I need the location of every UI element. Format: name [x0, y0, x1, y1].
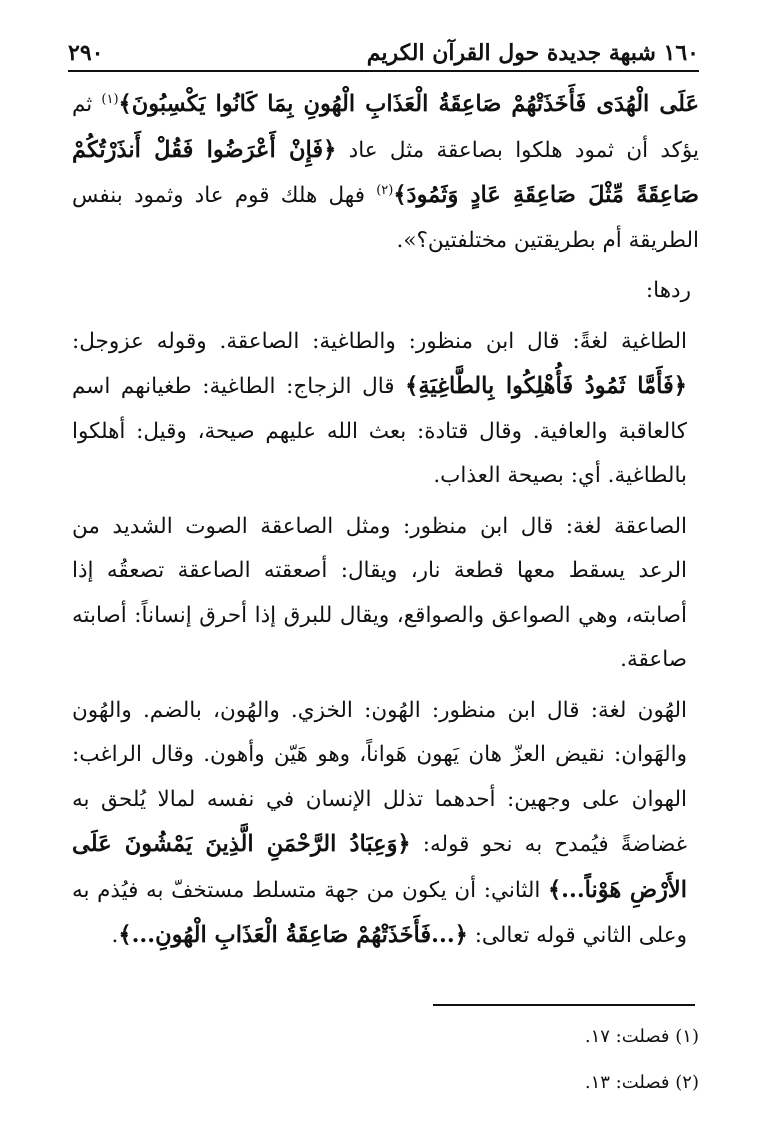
- reply-heading: ردها:: [645, 278, 691, 303]
- paragraph-text: الثاني: أن يكون من جهة متسلط مستخفّ به فيُذم به وعلى الثاني قوله تعالى:: [72, 877, 687, 948]
- paragraph-saiqa: الصاعقة لغة: قال ابن منظور: ومثل الصاعقة الصوت الشديد من الرعد يسقط معها قطعة نار، ويقال: أصعقته الصاعقة تصعقُه إذا أصابته، وهي الصواعق والصواقع، ويقال للبرق إذا أحرق إنساناً: أصابته صاعقة.: [72, 513, 687, 672]
- quran-quote: ﴿...فَأَخَذَتْهُمْ صَاعِقَةُ الْعَذَابِ الْهُونِ...﴾: [118, 922, 468, 948]
- quran-quote: ﴿وَعِبَادُ الرَّحْمَنِ الَّذِينَ يَمْشُونَ عَلَى الأَرْضِ هَوْناً...﴾: [72, 831, 687, 903]
- quran-quote: صَاعِقَةً مِّثْلَ صَاعِقَةِ عَادٍ وَثَمُودَ﴾: [393, 182, 700, 208]
- running-title: ١٦٠ شبهة جديدة حول القرآن الكريم: [366, 40, 699, 66]
- quran-quote: ﴿فَأَمَّا ثَمُودُ فَأُهْلِكُوا بِالطَّاغِيَةِ﴾: [405, 373, 687, 399]
- footnote-2: (٢) فصلت: ١٣.: [584, 1072, 699, 1093]
- page-header: [68, 26, 699, 72]
- paragraph-taghiya: [72, 320, 699, 499]
- quran-quote: ﴿فَإِنْ أَعْرَضُوا فَقُلْ أَنذَرْتُكُمْ: [72, 136, 337, 163]
- page-number: ٢٩٠: [68, 40, 104, 66]
- footnote-1: (١) فصلت: ١٧.: [584, 1026, 699, 1047]
- footnotes: [72, 1014, 699, 1106]
- paragraph-text: فهل هلك قوم عاد وثمود بنفس الطريقة أم بطريقتين مختلفتين؟».: [72, 183, 699, 253]
- paragraph-text: قال الزجاج: الطاغية: طغيانهم اسم كالعاقبة والعافية. وقال قتادة: بعث الله عليهم صيحة، وقيل: أهلكوا بالطاغية. أي: بصيحة العذاب.: [72, 374, 687, 488]
- page-body: [72, 82, 699, 959]
- paragraph-text: الهُون لغة: قال ابن منظور: الهُون: الخزي. والهُون، بالضم. والهُون والهَوان: نقيض العزّ هان يَهون هَواناً، وهو هَيّن وأهون. وقال الراغب: الهوان على وجهين: أحدهما تذلل الإنسان في نفسه لمالا يُلحق به غضاضةً فيُمدح به نحو قوله:: [72, 697, 688, 857]
- paragraph-hun: [72, 689, 699, 959]
- paragraph-1: [72, 82, 699, 263]
- paragraph-text: ثم يؤكد أن ثمود هلكوا بصاعقة مثل عاد: [72, 92, 700, 163]
- footnote-divider: [433, 1004, 695, 1006]
- footnote-ref-1: (١): [101, 91, 119, 107]
- quran-quote: عَلَى الْهُدَى فَأَخَذَتْهُمْ صَاعِقَةُ الْعَذَابِ الْهُونِ بِمَا كَانُوا يَكْسِبُونَ﴾: [118, 91, 700, 117]
- paragraph-text: الطاغية لغةً: قال ابن منظور: والطاغية: الصاعقة. وقوله عزوجل:: [72, 328, 687, 354]
- paragraph-text: .: [111, 923, 119, 948]
- footnote-ref-2: (٢): [376, 182, 394, 198]
